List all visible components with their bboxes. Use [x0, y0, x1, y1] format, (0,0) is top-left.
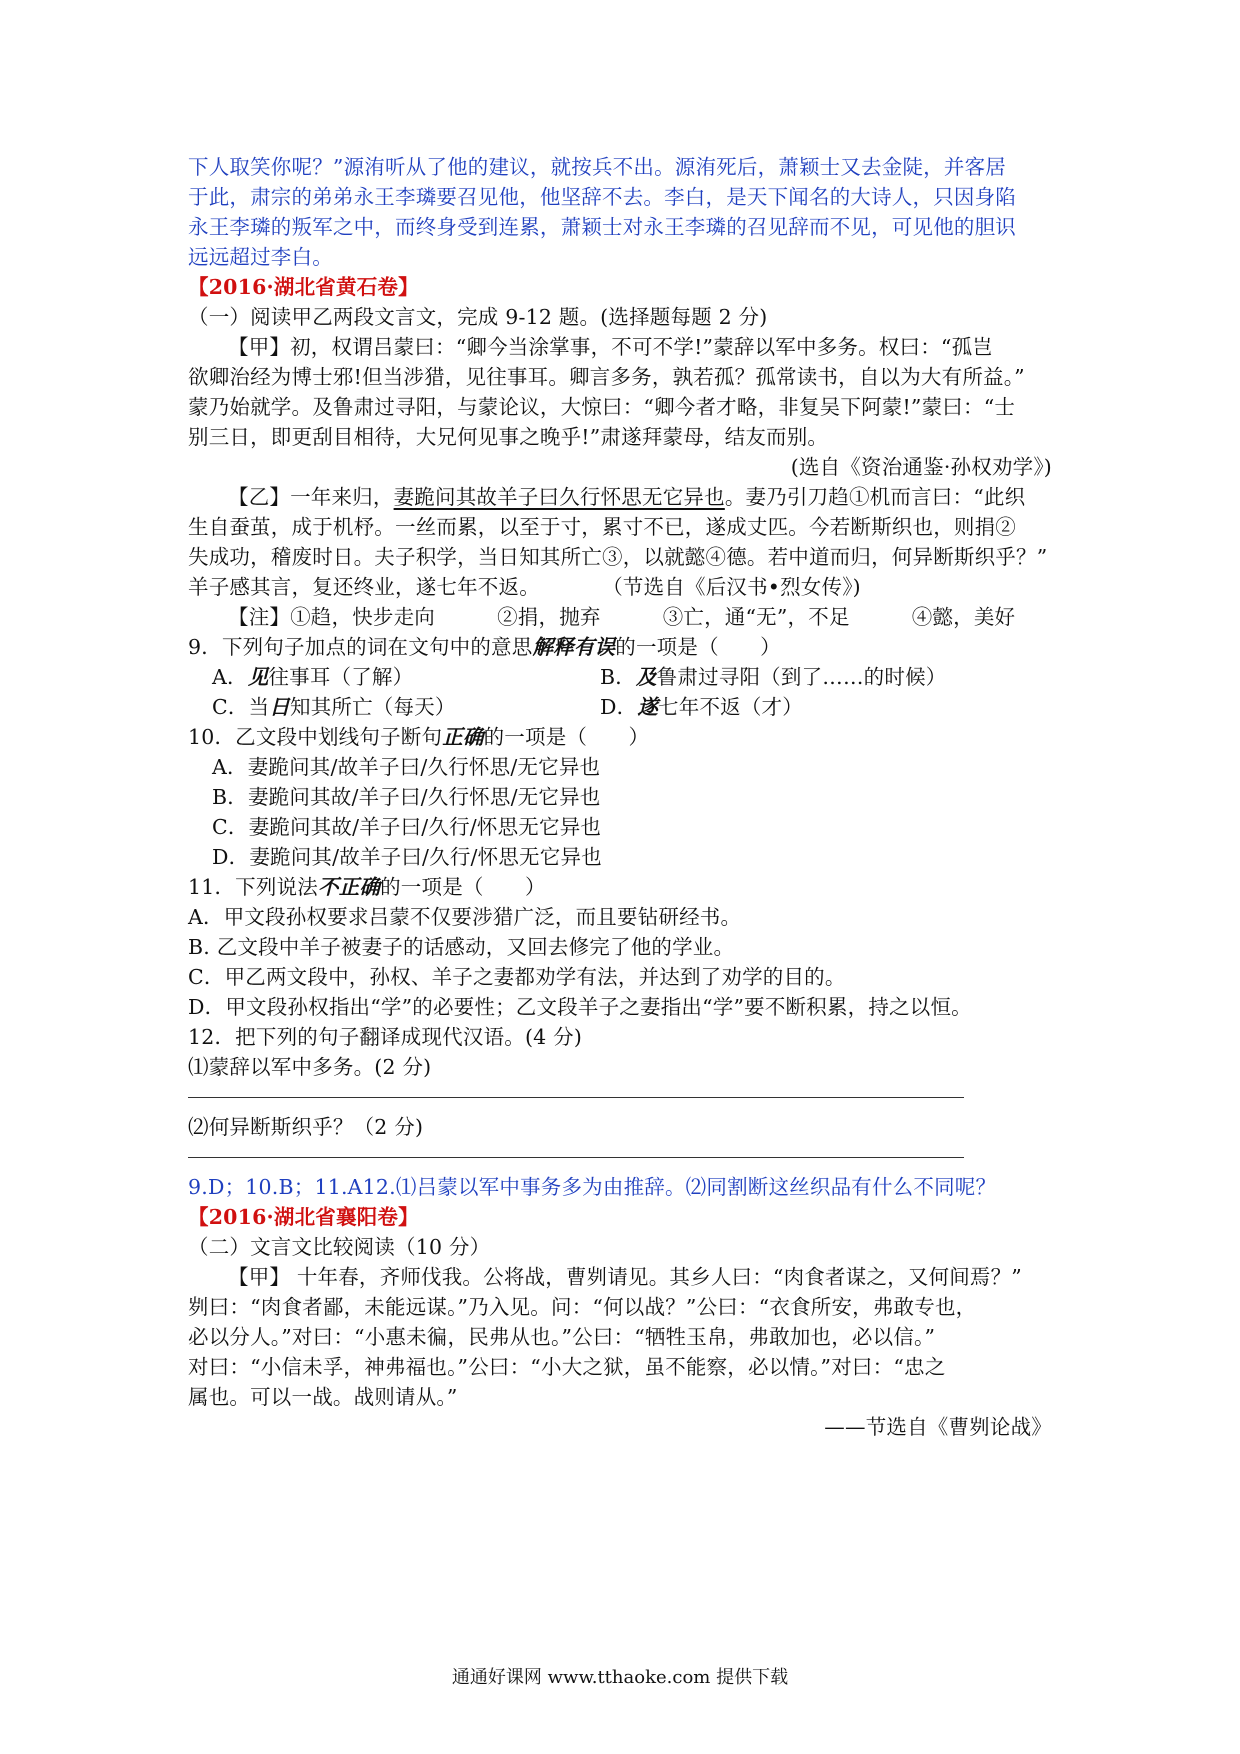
option-10c: C．妻跪问其故/羊子曰/久行/怀思无它异也 — [212, 815, 602, 839]
option-10b: B．妻跪问其故/羊子曰/久行怀思/无它异也 — [212, 785, 601, 809]
option-10d: D．妻跪问其/故羊子曰/久行/怀思无它异也 — [212, 845, 602, 869]
question-10 — [188, 723, 649, 751]
option-10a: A．妻跪问其/故羊子曰/久行怀思/无它异也 — [212, 755, 601, 779]
option-9d — [600, 693, 803, 721]
passage-yi-line: 失成功，稽废时日。夫子积学，当日知其所亡③，以就懿④德。若中道而归，何异断斯织乎？” — [188, 545, 1048, 569]
answer-text-line: 永王李璘的叛军之中，而终身受到连累，萧颖士对永王李璘的召见辞而不见，可见他的胆识 — [188, 215, 1016, 239]
instruction-text: （二）文言文比较阅读（10 分） — [188, 1235, 491, 1259]
passage-line: 属也。可以一战。战则请从。” — [188, 1385, 458, 1409]
option-label: A． — [212, 665, 248, 689]
instruction-text: （一）阅读甲乙两段文言文，完成 9-12 题。(选择题每题 2 分) — [188, 305, 768, 329]
question-12-part1: ⑴蒙辞以军中多务。(2 分) — [188, 1055, 432, 1079]
answer-text-line: 远远超过李白。 — [188, 245, 333, 269]
question-text: 的一项是（ ） — [380, 875, 546, 899]
page-footer: 通通好课网 www.tthaoke.com 提供下载 — [451, 1667, 789, 1688]
passage-jia-source: (选自《资治通鉴·孙权劝学》) — [790, 455, 1052, 479]
question-9 — [188, 633, 781, 661]
question-emphasis: 解释有误 — [532, 635, 616, 659]
passage-jia-line: 别三日，即更刮目相待，大兄何见事之晚乎!”肃遂拜蒙母，结友而别。 — [188, 425, 829, 449]
dotted-word: 见 — [247, 665, 269, 689]
option-9b — [600, 663, 946, 691]
section-heading-xiangyang: 【2016·湖北省襄阳卷】 — [188, 1205, 419, 1229]
option-label: C．当 — [212, 695, 270, 719]
question-emphasis: 正确 — [442, 725, 484, 749]
question-text: 9．下列句子加点的词在文句中的意思 — [188, 635, 533, 659]
option-11a: A．甲文段孙权要求吕蒙不仅要涉猎广泛，而且要钻研经书。 — [188, 905, 742, 929]
passage-line: 【甲】 十年春，齐师伐我。公将战，曹刿请见。其乡人曰：“肉食者谋之，又何间焉？” — [228, 1265, 1022, 1289]
passage-jia-line: 【甲】初，权谓吕蒙曰：“卿今当涂掌事，不可不学!”蒙辞以军中多务。权曰：“孤岂 — [228, 335, 993, 359]
passage-line: 必以分人。”对曰：“小惠未徧，民弗从也。”公曰：“牺牲玉帛，弗敢加也，必以信。” — [188, 1325, 936, 1349]
option-11d: D．甲文段孙权指出“学”的必要性；乙文段羊子之妻指出“学”要不断积累，持之以恒。 — [188, 995, 972, 1019]
section-heading-huangshi: 【2016·湖北省黄石卷】 — [188, 275, 419, 299]
question-11 — [188, 873, 546, 901]
question-text: 的一项是（ ） — [615, 635, 781, 659]
option-text: 鲁肃过寻阳（到了……的时候） — [656, 665, 947, 689]
passage-source: ——节选自《曹刿论战》 — [824, 1415, 1052, 1439]
passage-yi-line — [228, 483, 1025, 511]
passage-yi-line: 羊子感其言，复还终业，遂七年不返。 （节选自《后汉书•烈女传》) — [188, 575, 861, 599]
option-text: 往事耳（了解） — [268, 665, 414, 689]
answer-text-line: 于此，肃宗的弟弟永王李璘要召见他，他坚辞不去。李白，是天下闻名的大诗人，只因身陷 — [188, 185, 1016, 209]
option-11c: C．甲乙两文段中，孙权、羊子之妻都劝学有法，并达到了劝学的目的。 — [188, 965, 846, 989]
answer-text-line: 下人取笑你呢？”源洧听从了他的建议，就按兵不出。源洧死后，萧颖士又去金陡，并客居 — [188, 155, 1006, 179]
question-text: 的一项是（ ） — [483, 725, 650, 749]
option-9a — [212, 663, 413, 691]
dotted-word: 及 — [635, 665, 657, 689]
dotted-word: 遂 — [637, 695, 659, 719]
passage-line: 刿曰：“肉食者鄙，未能远谋。”乃入见。问：“何以战？”公曰：“衣食所安，弗敢专也， — [188, 1295, 977, 1319]
passage-yi-text: 。妻乃引刀趋①机而言曰：“此织 — [724, 485, 1026, 509]
question-text: 10．乙文段中划线句子断句 — [188, 725, 443, 749]
option-label: B． — [600, 665, 636, 689]
passage-jia-line: 蒙乃始就学。及鲁肃过寻阳，与蒙论议，大惊曰：“卿今者才略，非复吴下阿蒙!”蒙曰：“士 — [188, 395, 1016, 419]
option-text: 知其所亡（每天） — [290, 695, 456, 719]
question-12: 12．把下列的句子翻译成现代汉语。(4 分) — [188, 1025, 583, 1049]
option-11b: B. 乙文段中羊子被妻子的话感动，又回去修完了他的学业。 — [188, 935, 735, 959]
answer-line — [188, 1157, 964, 1158]
passage-yi-text: 【乙】一年来归， — [228, 485, 394, 509]
dotted-word: 日 — [269, 695, 290, 719]
underlined-sentence: 妻跪问其故羊子曰久行怀思无它异也 — [393, 485, 725, 509]
question-12-part2: ⑵何异断斯织乎？（2 分) — [188, 1115, 424, 1139]
passage-line: 对曰：“小信未孚，神弗福也。”公曰：“小大之狱，虽不能察，必以情。”对曰：“忠之 — [188, 1355, 946, 1379]
question-text: 11．下列说法 — [188, 875, 318, 899]
notes-line: 【注】①趋，快步走向 ②捐，抛弃 ③亡，通“无”，不足 ④懿，美好 — [228, 605, 1016, 629]
option-9c — [212, 693, 456, 721]
answer-key: 9.D；10.B；11.A12.⑴吕蒙以军中事务多为由推辞。⑵同割断这丝织品有什么不同呢？ — [188, 1175, 997, 1199]
option-text: 七年不返（才） — [658, 695, 803, 719]
passage-yi-line: 生自蚕茧，成于机杼。一丝而累，以至于寸，累寸不已，遂成丈匹。今若断斯织也，则捐② — [188, 515, 1016, 539]
option-label: D． — [600, 695, 638, 719]
passage-jia-line: 欲卿治经为博士邪!但当涉猎，见往事耳。卿言多务，孰若孤？孤常读书，自以为大有所益。” — [188, 365, 1025, 389]
question-emphasis: 不正确 — [318, 875, 381, 899]
answer-line — [188, 1097, 964, 1098]
